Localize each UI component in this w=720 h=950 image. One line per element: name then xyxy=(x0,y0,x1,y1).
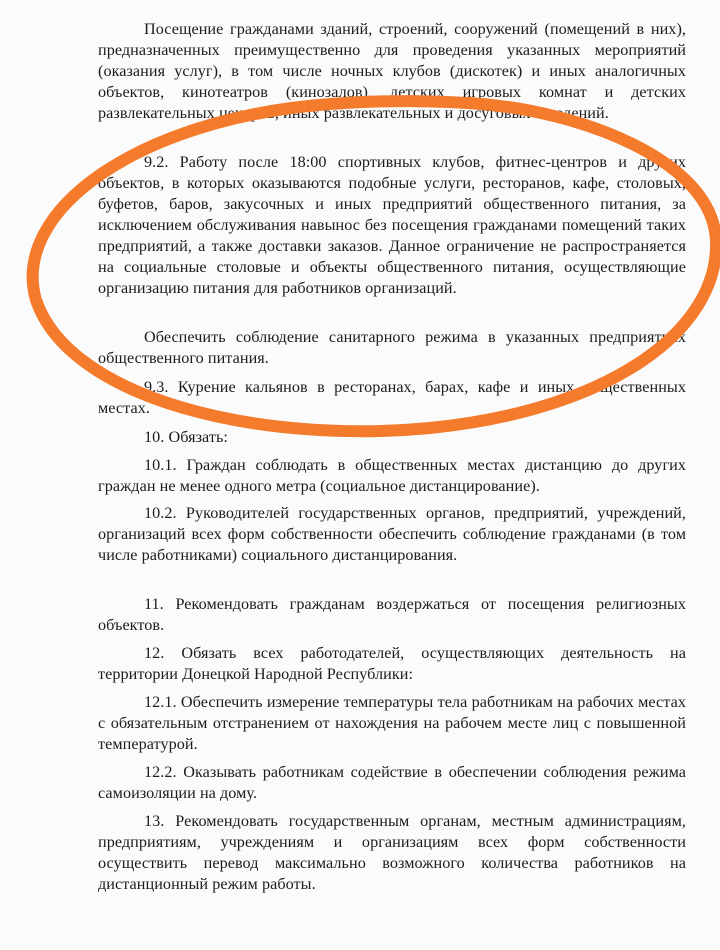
paragraph-9-3: 9.3. Курение кальянов в ресторанах, барах, кафе и иных общественных местах. xyxy=(98,378,686,417)
paragraph-10-1: 10.1. Граждан соблюдать в общественных местах дистанцию до других граждан не менее одного метра (социальное дистанцирование). xyxy=(98,456,686,495)
paragraph-10: 10. Обязать: xyxy=(144,428,228,446)
paragraph-11: 11. Рекомендовать гражданам воздержаться от посещения религиозных объектов. xyxy=(98,595,686,634)
paragraph-sanitary-regime: Обеспечить соблюдение санитарного режима в указанных предприятиях общественного питания. xyxy=(98,328,686,367)
paragraph-13: 13. Рекомендовать государственным органам, местным администрациям, предприятиям, учреждениям и организациям всех форм собственности осуществить перевод максимально возможного количества работников на дистанционный режим работы. xyxy=(98,812,686,893)
paragraph-12: 12. Обязать всех работодателей, осуществляющих деятельность на территории Донецкой Народной Республики: xyxy=(98,644,686,683)
paragraph-9-2: 9.2. Работу после 18:00 спортивных клубов, фитнес-центров и других объектов, в которых оказываются подобные услуги, ресторанов, кафе, столовых, буфетов, баров, закусочных и иных предприятий общественного питания, за исключением обслуживания навынос без посещения гражданами помещений таких предприятий, а также доставки заказов. Данное ограничение не распространяется на социальные столовые и объекты общественного питания, осуществляющие организацию питания для работников организаций. xyxy=(98,153,686,297)
paragraph-12-2: 12.2. Оказывать работникам содействие в обеспечении соблюдения режима самоизоляции на дому. xyxy=(98,763,686,802)
paragraph-12-1: 12.1. Обеспечить измерение температуры тела работникам на рабочих местах с обязательным отстранением от нахождения на рабочем месте лиц с повышенной температурой. xyxy=(98,693,686,753)
paragraph-10-2: 10.2. Руководителей государственных органов, предприятий, учреждений, организаций всех форм собственности обеспечить соблюдение гражданами (в том числе работниками) социального дистанцирования. xyxy=(98,504,686,564)
paragraph-visits-ban: Посещение гражданами зданий, строений, сооружений (помещений в них), предназначенных преимущественно для проведения указанных мероприятий (оказания услуг), в том числе ночных клубов (дискотек) и иных аналогичных объектов, кинотеатров (кинозалов), детских игровых комнат и детских развлекательных центров, иных развлекательных и досуговых заведений. xyxy=(98,20,686,122)
